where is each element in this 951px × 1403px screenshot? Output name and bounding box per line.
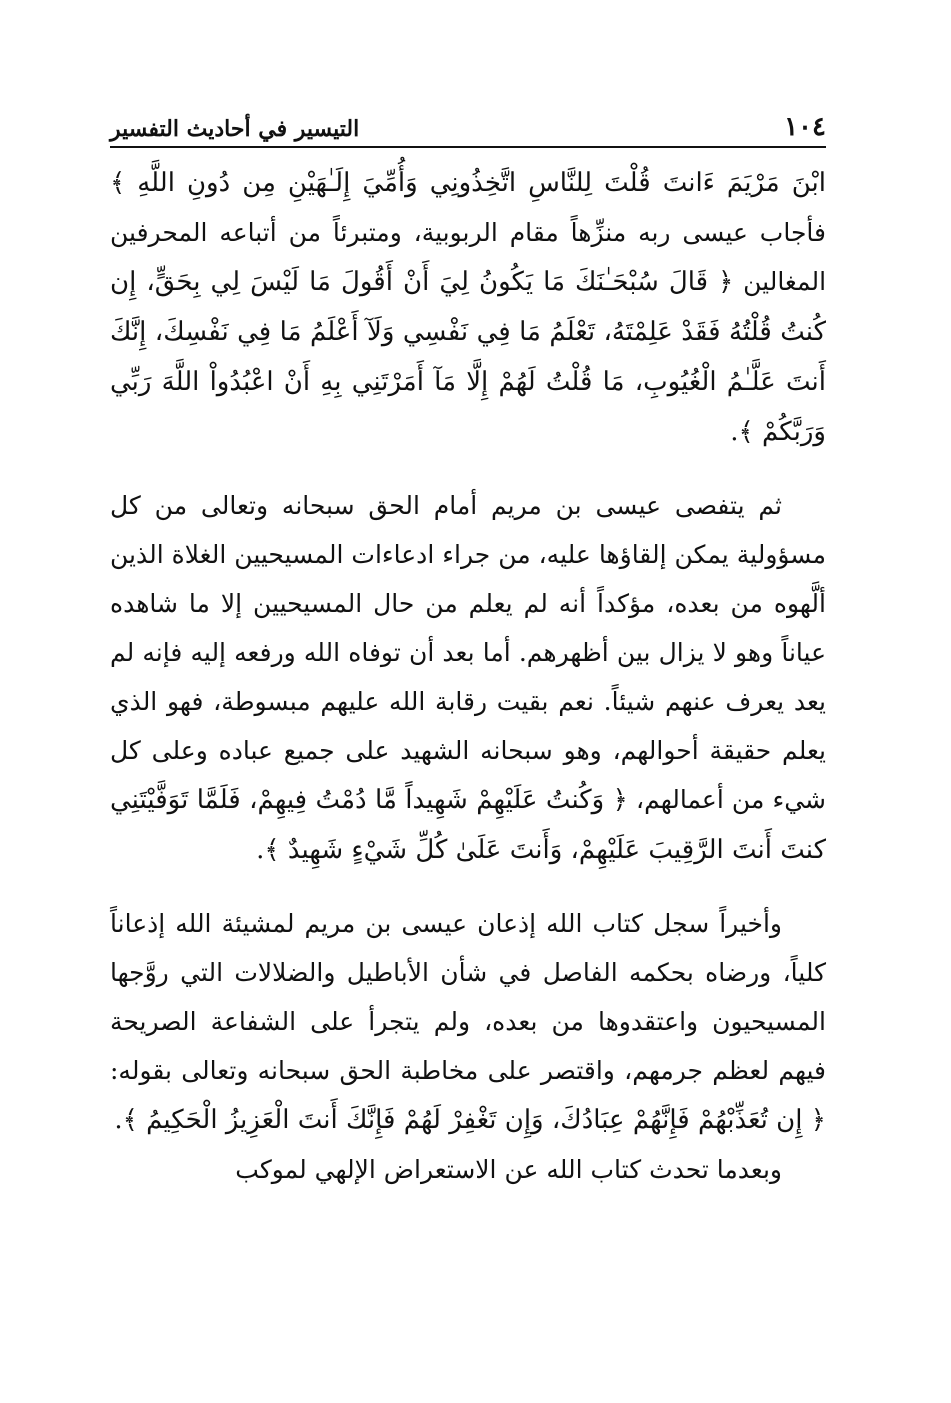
paragraph-1 bbox=[110, 158, 826, 457]
page-number: ١٠٤ bbox=[784, 112, 826, 142]
quran-verse: ﴿ قَالَ سُبْحَـٰنَكَ مَا يَكُونُ لِيَ أَنْ أَقُولَ مَا لَيْسَ لِي بِحَقٍّ، إِن كُنتُ قُلْتُهُ فَقَدْ عَلِمْتَهُ، تَعْلَمُ مَا فِي نَفْسِي وَلَآ أَعْلَمُ مَا فِي نَفْسِكَ، إِنَّكَ أَنتَ عَلَّـٰمُ الْغُيُوبِ، مَا قُلْتُ لَهُمْ إِلَّا مَآ أَمَرْتَنِي بِهِ أَنْ اعْبُدُواْ اللَّهَ رَبِّي وَرَبَّكُمْ ﴾. bbox=[110, 267, 826, 447]
page-header bbox=[110, 96, 826, 140]
paragraph-4 bbox=[110, 1145, 826, 1194]
quran-verse: ﴿ إِن تُعَذِّبْهُمْ فَإِنَّهُمْ عِبَادُكَ، وَإِن تَغْفِرْ لَهُمْ فَإِنَّكَ أَنتَ الْعَزِيزُ الْحَكِيمُ ﴾. bbox=[114, 1105, 826, 1135]
quran-verse: ﴿ وَكُنتُ عَلَيْهِمْ شَهِيداً مَّا دُمْتُ فِيهِمْ، فَلَمَّا تَوَفَّيْتَنِي كنتَ أَنتَ الرَّقِيبَ عَلَيْهِمْ، وَأَنتَ عَلَىٰ كُلِّ شَيْءٍ شَهِيدٌ ﴾. bbox=[110, 785, 826, 865]
paragraph-text: فأجاب عيسى ربه منزِّهاً مقام الربوبية، ومتبرئاً من أتباعه المحرفين المغالين bbox=[110, 218, 827, 296]
paragraph-text: ثم يتفصى عيسى بن مريم أمام الحق سبحانه وتعالى من كل مسؤولية يمكن إلقاؤها عليه، من جراء ادعاءات المسيحيين الغلاة الذين ألَّهوه من بعده، مؤكداً أنه لم يعلم من حال المسيحيين إلا ما شاهده عياناً وهو لا يزال بين أظهرهم. أما بعد أن توفاه الله ورفعه إليه فإنه لم يعد يعرف عنهم شيئاً. نعم بقيت رقابة الله عليهم مبسوطة، فهو الذي يعلم حقيقة أحوالهم، وهو سبحانه الشهيد على جميع عباده وعلى كل شيء من أعمالهم، bbox=[110, 491, 826, 814]
body-text bbox=[110, 158, 826, 1194]
paragraph-2 bbox=[110, 481, 826, 875]
header-rule bbox=[110, 146, 826, 148]
running-title: التيسير في أحاديث التفسير bbox=[110, 116, 360, 142]
paragraph-text: وأخيراً سجل كتاب الله إذعان عيسى بن مريم لمشيئة الله إذعاناً كلياً، ورضاه بحكمه الفاصل في شأن الأباطيل والضلالات التي روَّجها المسيحيون واعتقدوها من بعده، ولم يتجرأ على الشفاعة الصريحة فيهم لعظم جرمهم، واقتصر على مخاطبة الحق سبحانه وتعالى بقوله: bbox=[110, 909, 826, 1085]
paragraph-text: وبعدما تحدث كتاب الله عن الاستعراض الإلهي لموكب bbox=[235, 1155, 782, 1184]
paragraph-3 bbox=[110, 899, 826, 1145]
quran-quote-continuation: ابْنَ مَرْيَمَ ءَانتَ قُلْتَ لِلنَّاسِ اتَّخِذُونِي وَأُمِّيَ إِلَـٰهَيْنِ مِن دُونِ اللَّهِ ﴾ bbox=[110, 168, 826, 198]
